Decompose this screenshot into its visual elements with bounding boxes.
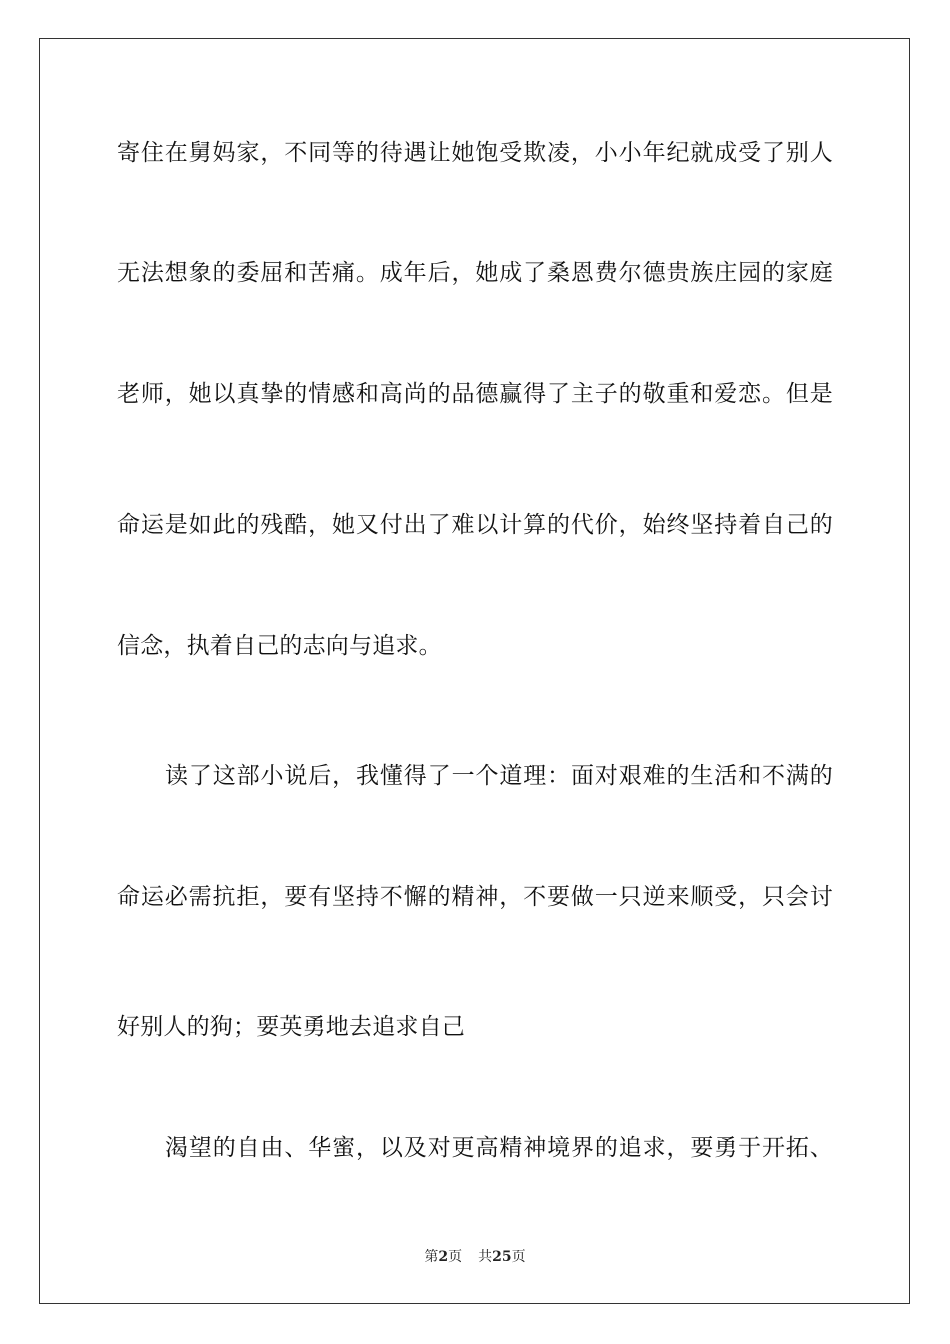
footer-page-suffix: 页	[448, 1249, 463, 1265]
page-border	[39, 38, 910, 1304]
paragraph-line-2: 无法想象的委屈和苦痛。成年后，她成了桑恩费尔德贵族庄园的家庭	[117, 260, 833, 286]
page-footer	[0, 1248, 950, 1266]
paragraph-line-9: 渴望的自由、华蜜，以及对更高精神境界的追求，要勇于开拓、	[165, 1135, 833, 1161]
paragraph-line-4: 命运是如此的残酷，她又付出了难以计算的代价，始终坚持着自己的	[117, 512, 833, 538]
footer-total-suffix: 页	[511, 1249, 526, 1265]
paragraph-line-1: 寄住在舅妈家，不同等的待遇让她饱受欺凌，小小年纪就成受了别人	[117, 140, 833, 166]
footer-page-number: 2	[438, 1249, 449, 1265]
paragraph-line-8: 好别人的狗；要英勇地去追求自己	[117, 1014, 465, 1040]
paragraph-line-5: 信念，执着自己的志向与追求。	[117, 633, 442, 659]
footer-page-prefix: 第	[424, 1249, 439, 1265]
footer-total-pages: 25	[492, 1249, 512, 1265]
paragraph-line-3: 老师，她以真挚的情感和高尚的品德赢得了主子的敬重和爱恋。但是	[117, 381, 833, 407]
paragraph-line-6: 读了这部小说后，我懂得了一个道理：面对艰难的生活和不满的	[165, 763, 833, 789]
footer-total-prefix: 共	[478, 1249, 493, 1265]
paragraph-line-7: 命运必需抗拒，要有坚持不懈的精神，不要做一只逆来顺受，只会讨	[117, 884, 833, 910]
